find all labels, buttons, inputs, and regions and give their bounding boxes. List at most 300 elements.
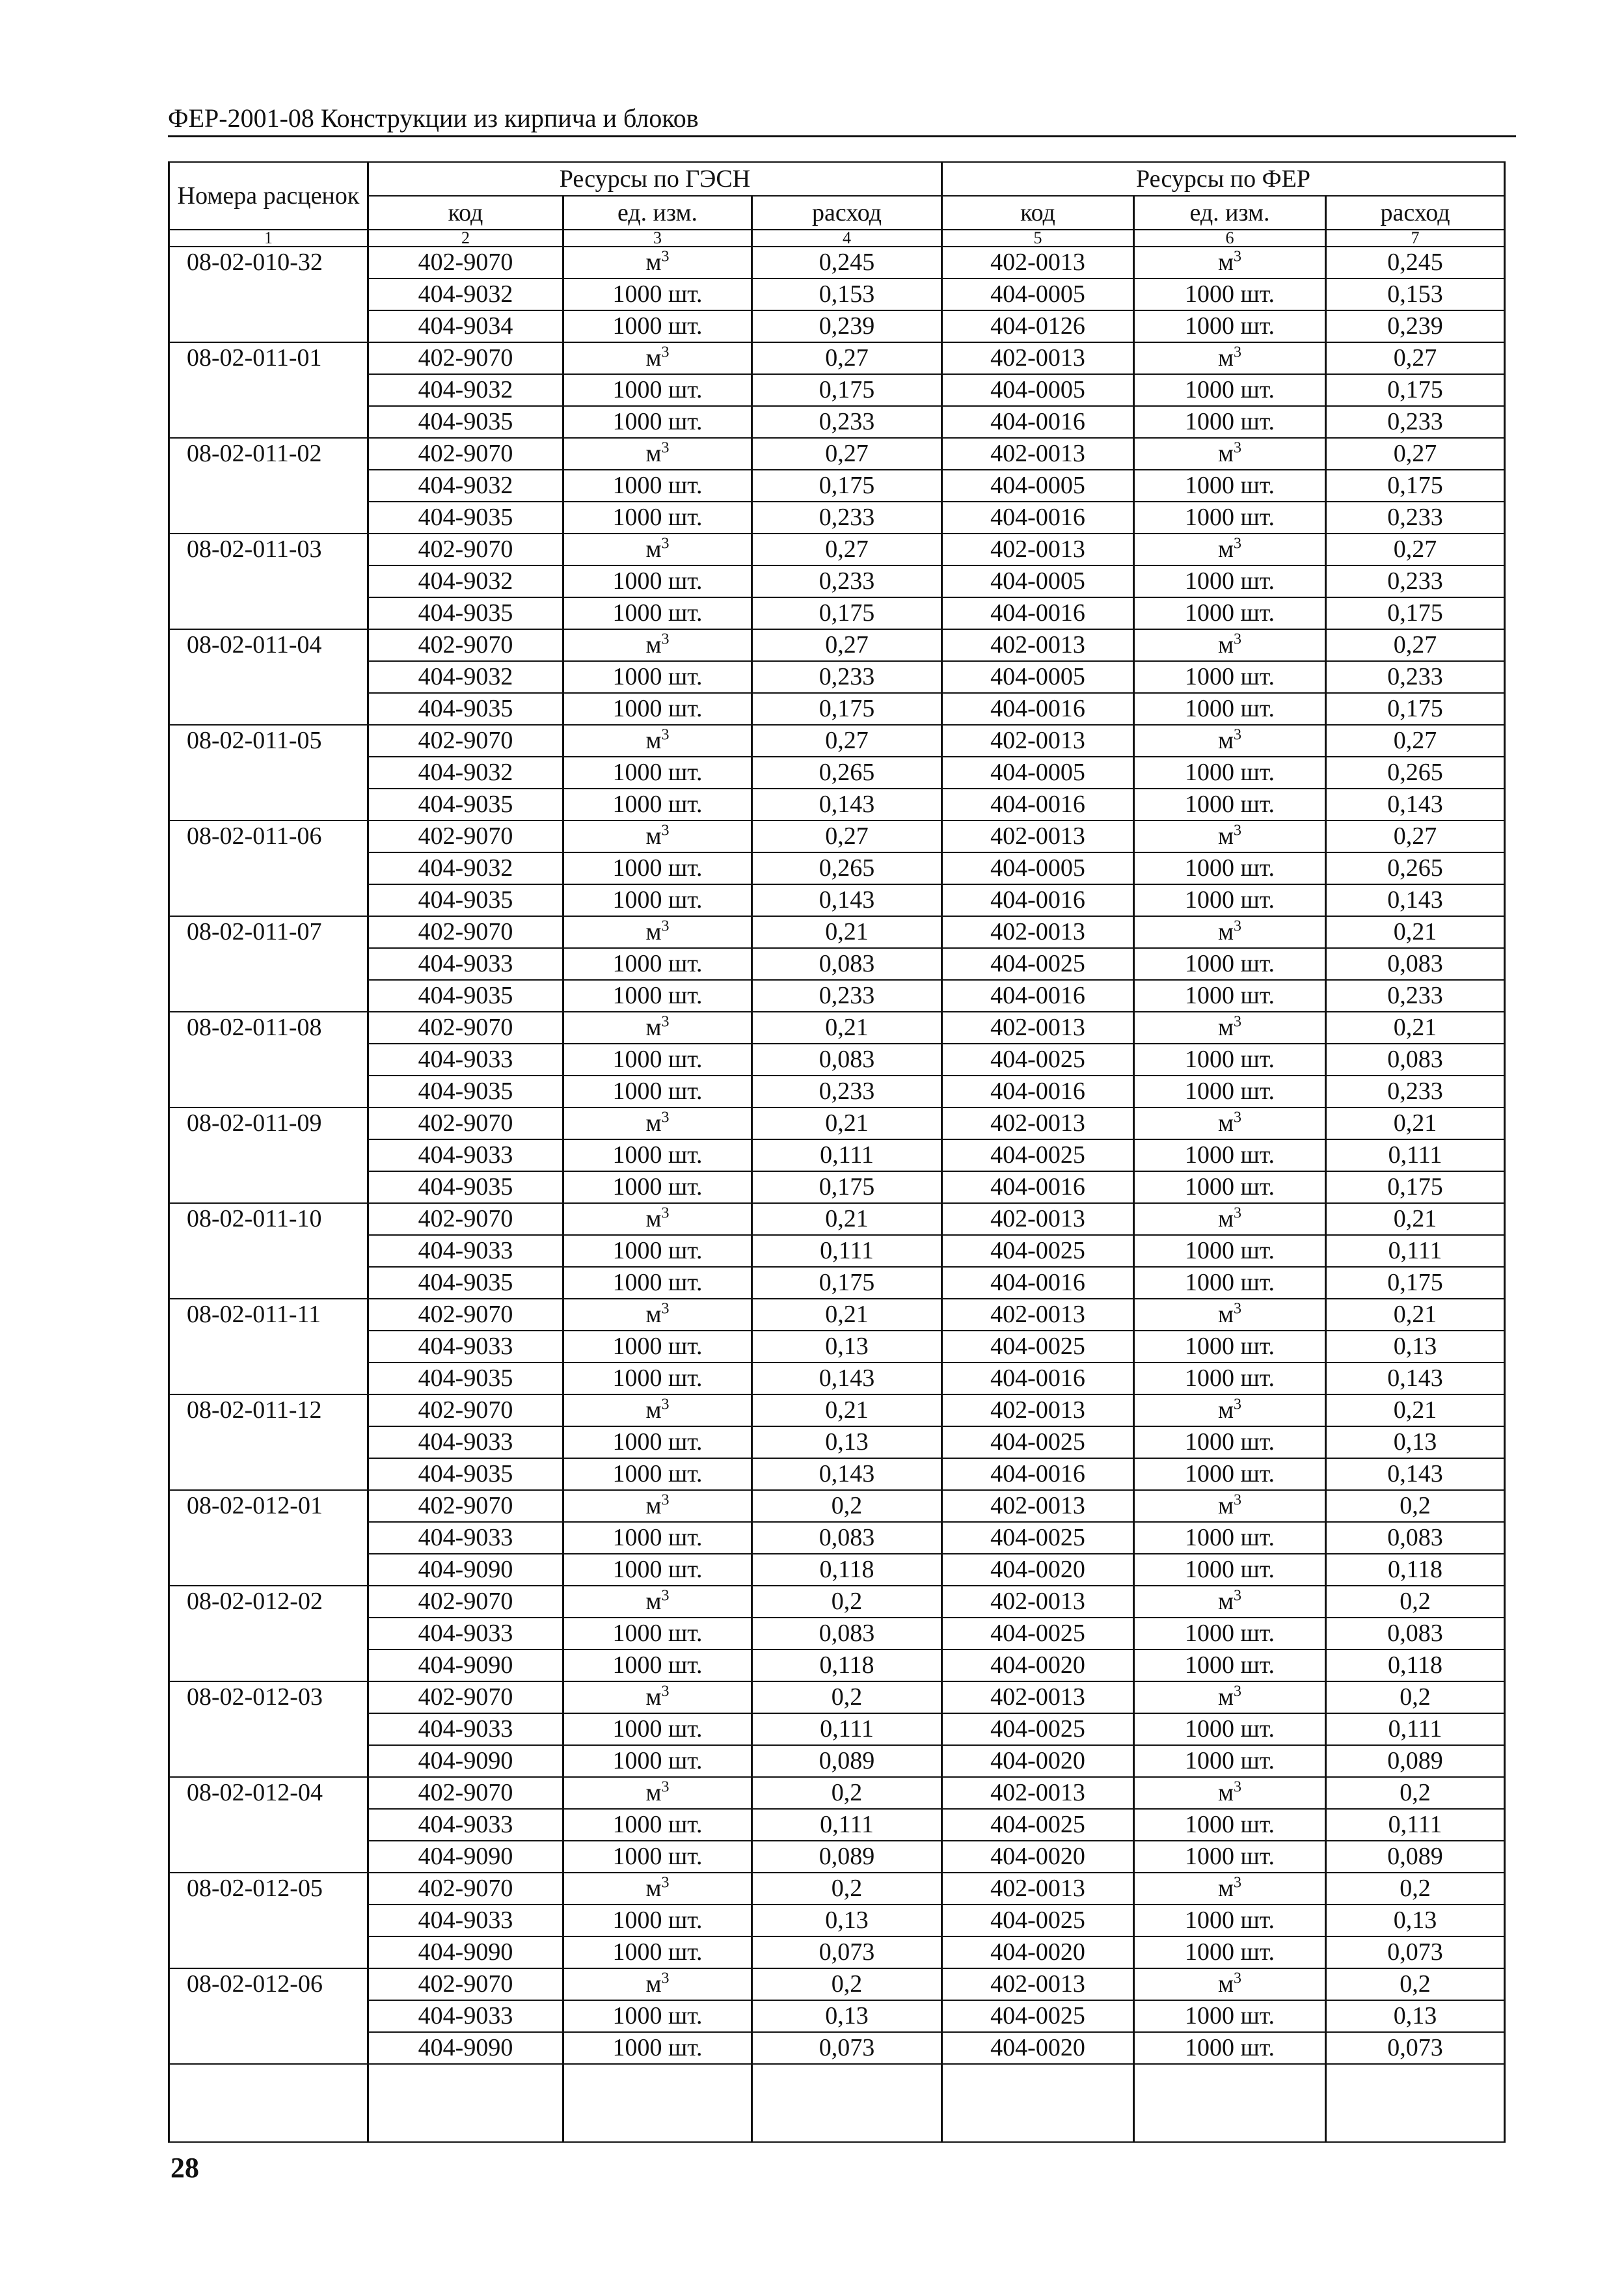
- fer-unit-cell: 1000 шт.: [1134, 1139, 1326, 1171]
- table-row: [169, 1586, 1505, 1618]
- gesn-unit-cell: 1000 шт.: [563, 1139, 752, 1171]
- fer-code-cell: 404-0025: [942, 1618, 1134, 1649]
- empty-cell: [1326, 2064, 1505, 2142]
- fer-unit-cell: 1000 шт.: [1134, 2032, 1326, 2064]
- gesn-unit-cell: 1000 шт.: [563, 374, 752, 406]
- fer-unit-cell: 1000 шт.: [1134, 980, 1326, 1012]
- fer-consumption-cell: 0,111: [1326, 1713, 1505, 1745]
- cubic-superscript: 3: [661, 631, 670, 648]
- gesn-unit-cell: $м^3$: [563, 1490, 752, 1522]
- gesn-unit-cell: $м^3$: [563, 342, 752, 374]
- fer-unit-cell: $м^3$: [1134, 1394, 1326, 1426]
- fer-consumption-cell: 0,153: [1326, 278, 1505, 310]
- empty-cell: [169, 2064, 368, 2142]
- rate-number-cell: 08-02-011-01: [169, 342, 368, 438]
- gesn-consumption-cell: 0,21: [752, 1299, 942, 1331]
- gesn-code-cell: 404-9033: [368, 2000, 563, 2032]
- fer-code-cell: 402-0013: [942, 1299, 1134, 1331]
- cubic-superscript: 3: [661, 1013, 670, 1031]
- fer-code-cell: 402-0013: [942, 1586, 1134, 1618]
- gesn-code-cell: 404-9035: [368, 1363, 563, 1394]
- rate-number-cell: 08-02-012-01: [169, 1490, 368, 1586]
- empty-cell: [563, 2064, 752, 2142]
- gesn-code-cell: 402-9070: [368, 1107, 563, 1139]
- fer-code-cell: 404-0025: [942, 1044, 1134, 1076]
- gesn-consumption-cell: 0,21: [752, 1203, 942, 1235]
- gesn-code-cell: 404-9033: [368, 1044, 563, 1076]
- cubic-superscript: 3: [1234, 631, 1242, 648]
- gesn-unit-cell: 1000 шт.: [563, 980, 752, 1012]
- rate-number-cell: 08-02-011-05: [169, 725, 368, 821]
- gesn-consumption-cell: 0,13: [752, 2000, 942, 2032]
- gesn-consumption-cell: 0,13: [752, 1426, 942, 1458]
- gesn-consumption-cell: 0,27: [752, 629, 942, 661]
- fer-code-cell: 404-0016: [942, 1171, 1134, 1203]
- fer-unit-cell: $м^3$: [1134, 1681, 1326, 1713]
- gesn-code-cell: 404-9032: [368, 661, 563, 693]
- rate-number-cell: 08-02-011-08: [169, 1012, 368, 1107]
- table-row: [169, 565, 1505, 597]
- fer-consumption-cell: 0,143: [1326, 1363, 1505, 1394]
- header-row-1: [169, 162, 1505, 196]
- gesn-consumption-cell: 0,265: [752, 852, 942, 884]
- fer-consumption-cell: 0,089: [1326, 1745, 1505, 1777]
- fer-consumption-cell: 0,2: [1326, 1968, 1505, 2000]
- gesn-consumption-cell: 0,175: [752, 470, 942, 502]
- gesn-code-cell: 404-9035: [368, 1458, 563, 1490]
- gesn-consumption-cell: 0,21: [752, 1012, 942, 1044]
- fer-code-cell: 404-0025: [942, 1235, 1134, 1267]
- cubic-superscript: 3: [1234, 1013, 1242, 1031]
- fer-consumption-cell: 0,239: [1326, 310, 1505, 342]
- cubic-superscript: 3: [661, 439, 670, 457]
- gesn-code-cell: 402-9070: [368, 629, 563, 661]
- gesn-unit-cell: $м^3$: [563, 1586, 752, 1618]
- fer-unit-cell: $м^3$: [1134, 438, 1326, 470]
- gesn-code-cell: 404-9090: [368, 1554, 563, 1586]
- gesn-unit-cell: 1000 шт.: [563, 597, 752, 629]
- gesn-code-cell: 404-9035: [368, 597, 563, 629]
- rate-number-cell: 08-02-012-06: [169, 1968, 368, 2064]
- fer-consumption-cell: 0,143: [1326, 1458, 1505, 1490]
- gesn-header: Ресурсы по ГЭСН: [368, 162, 942, 196]
- fer-unit-cell: 1000 шт.: [1134, 406, 1326, 438]
- fer-unit-cell: 1000 шт.: [1134, 661, 1326, 693]
- fer-unit-cell: $м^3$: [1134, 1968, 1326, 2000]
- gesn-code-cell: 402-9070: [368, 1586, 563, 1618]
- gesn-code-cell: 404-9033: [368, 1235, 563, 1267]
- gesn-code-cell: 404-9032: [368, 757, 563, 789]
- fer-code-cell: 404-0016: [942, 693, 1134, 725]
- table-row: [169, 1012, 1505, 1044]
- fer-unit-cell: $м^3$: [1134, 534, 1326, 565]
- gesn-unit-cell: $м^3$: [563, 1012, 752, 1044]
- gesn-consumption-cell: 0,2: [752, 1490, 942, 1522]
- gesn-code-cell: 404-9033: [368, 1713, 563, 1745]
- fer-unit-cell: 1000 шт.: [1134, 597, 1326, 629]
- gesn-consumption-cell: 0,175: [752, 1171, 942, 1203]
- fer-code-cell: 404-0025: [942, 2000, 1134, 2032]
- gesn-unit-cell: 1000 шт.: [563, 1044, 752, 1076]
- cubic-superscript: 3: [661, 344, 670, 361]
- gesn-unit-cell: 1000 шт.: [563, 1522, 752, 1554]
- gesn-unit-cell: 1000 шт.: [563, 1363, 752, 1394]
- fer-unit-cell: 1000 шт.: [1134, 278, 1326, 310]
- fer-code-cell: 402-0013: [942, 1968, 1134, 2000]
- gesn-consumption-cell: 0,233: [752, 1076, 942, 1107]
- table-row: [169, 1681, 1505, 1713]
- gesn-unit-cell: 1000 шт.: [563, 1458, 752, 1490]
- cubic-superscript: 3: [661, 1204, 670, 1222]
- fer-consumption-cell: 0,175: [1326, 374, 1505, 406]
- fer-code-cell: 404-0020: [942, 1649, 1134, 1681]
- fer-code-cell: 404-0016: [942, 597, 1134, 629]
- fer-code-cell: 402-0013: [942, 342, 1134, 374]
- gesn-code-cell: 404-9035: [368, 980, 563, 1012]
- cubic-superscript: 3: [1234, 917, 1242, 935]
- fer-code-cell: 402-0013: [942, 821, 1134, 852]
- gesn-unit-cell: 1000 шт.: [563, 1267, 752, 1299]
- fer-code-cell: 402-0013: [942, 1107, 1134, 1139]
- gesn-code-cell: 404-9033: [368, 1905, 563, 1936]
- gesn-consumption-cell: 0,111: [752, 1235, 942, 1267]
- rate-number-cell: 08-02-011-12: [169, 1394, 368, 1490]
- table-row: [169, 1841, 1505, 1873]
- gesn-consumption-cell: 0,175: [752, 693, 942, 725]
- fer-code-cell: 404-0016: [942, 980, 1134, 1012]
- table-row: [169, 1554, 1505, 1586]
- fer-unit-cell: $м^3$: [1134, 1012, 1326, 1044]
- gesn-unit-cell: 1000 шт.: [563, 693, 752, 725]
- fer-code-cell: 404-0126: [942, 310, 1134, 342]
- fer-code-cell: 402-0013: [942, 725, 1134, 757]
- table-row: [169, 310, 1505, 342]
- fer-code-cell: 402-0013: [942, 629, 1134, 661]
- gesn-unit-cell: $м^3$: [563, 1777, 752, 1809]
- fer-code-header: код: [942, 196, 1134, 230]
- cubic-superscript: 3: [1234, 1396, 1242, 1413]
- empty-cell: [1134, 2064, 1326, 2142]
- fer-unit-cell: 1000 шт.: [1134, 693, 1326, 725]
- gesn-code-cell: 402-9070: [368, 916, 563, 948]
- gesn-code-header: код: [368, 196, 563, 230]
- gesn-consumption-cell: 0,143: [752, 1363, 942, 1394]
- fer-consumption-cell: 0,073: [1326, 2032, 1505, 2064]
- table-row: [169, 1458, 1505, 1490]
- column-number: 6: [1134, 230, 1326, 247]
- table-row: [169, 342, 1505, 374]
- gesn-consumption-cell: 0,118: [752, 1554, 942, 1586]
- column-number: 1: [169, 230, 368, 247]
- fer-unit-cell: 1000 шт.: [1134, 310, 1326, 342]
- fer-code-cell: 404-0005: [942, 661, 1134, 693]
- gesn-unit-cell: 1000 шт.: [563, 789, 752, 821]
- fer-unit-cell: 1000 шт.: [1134, 884, 1326, 916]
- gesn-unit-cell: 1000 шт.: [563, 661, 752, 693]
- fer-unit-cell: 1000 шт.: [1134, 1426, 1326, 1458]
- gesn-unit-cell: $м^3$: [563, 1299, 752, 1331]
- fer-unit-cell: 1000 шт.: [1134, 1363, 1326, 1394]
- gesn-consumption-cell: 0,27: [752, 821, 942, 852]
- column-number: 5: [942, 230, 1134, 247]
- table-row: [169, 1649, 1505, 1681]
- fer-consumption-cell: 0,13: [1326, 1426, 1505, 1458]
- table-row: [169, 757, 1505, 789]
- fer-unit-cell: $м^3$: [1134, 1873, 1326, 1905]
- fer-unit-cell: 1000 шт.: [1134, 470, 1326, 502]
- cubic-superscript: 3: [1234, 1204, 1242, 1222]
- gesn-unit-cell: 1000 шт.: [563, 1905, 752, 1936]
- fer-code-cell: 402-0013: [942, 1681, 1134, 1713]
- gesn-unit-cell: $м^3$: [563, 1681, 752, 1713]
- gesn-consumption-cell: 0,175: [752, 597, 942, 629]
- table-row: [169, 1363, 1505, 1394]
- gesn-consumption-cell: 0,233: [752, 980, 942, 1012]
- gesn-code-cell: 402-9070: [368, 1873, 563, 1905]
- fer-code-cell: 404-0005: [942, 757, 1134, 789]
- table-row: [169, 406, 1505, 438]
- gesn-code-cell: 404-9035: [368, 789, 563, 821]
- gesn-code-cell: 404-9032: [368, 565, 563, 597]
- fer-unit-cell: 1000 шт.: [1134, 948, 1326, 980]
- fer-consumption-cell: 0,21: [1326, 1299, 1505, 1331]
- gesn-consumption-cell: 0,089: [752, 1841, 942, 1873]
- fer-unit-cell: 1000 шт.: [1134, 1458, 1326, 1490]
- fer-unit-cell: $м^3$: [1134, 916, 1326, 948]
- gesn-unit-cell: 1000 шт.: [563, 1171, 752, 1203]
- gesn-unit-cell: $м^3$: [563, 821, 752, 852]
- gesn-code-cell: 402-9070: [368, 1299, 563, 1331]
- table-row: [169, 2000, 1505, 2032]
- fer-unit-cell: 1000 шт.: [1134, 1809, 1326, 1841]
- fer-code-cell: 402-0013: [942, 534, 1134, 565]
- fer-consumption-cell: 0,111: [1326, 1809, 1505, 1841]
- gesn-unit-cell: 1000 шт.: [563, 1554, 752, 1586]
- fer-unit-cell: 1000 шт.: [1134, 1713, 1326, 1745]
- fer-unit-cell: $м^3$: [1134, 1490, 1326, 1522]
- fer-unit-cell: 1000 шт.: [1134, 852, 1326, 884]
- table-row: [169, 1713, 1505, 1745]
- fer-unit-cell: 1000 шт.: [1134, 1522, 1326, 1554]
- fer-code-cell: 402-0013: [942, 438, 1134, 470]
- fer-consumption-cell: 0,143: [1326, 789, 1505, 821]
- column-number: 2: [368, 230, 563, 247]
- gesn-code-cell: 404-9035: [368, 884, 563, 916]
- gesn-code-cell: 404-9035: [368, 1171, 563, 1203]
- gesn-consumption-cell: 0,21: [752, 916, 942, 948]
- fer-code-cell: 404-0025: [942, 1331, 1134, 1363]
- fer-unit-cell: 1000 шт.: [1134, 374, 1326, 406]
- gesn-unit-cell: $м^3$: [563, 1394, 752, 1426]
- gesn-code-cell: 402-9070: [368, 725, 563, 757]
- fer-consumption-cell: 0,21: [1326, 1394, 1505, 1426]
- gesn-consumption-cell: 0,118: [752, 1649, 942, 1681]
- fer-unit-cell: $м^3$: [1134, 342, 1326, 374]
- table-row: [169, 1873, 1505, 1905]
- table-row: [169, 1777, 1505, 1809]
- gesn-unit-cell: 1000 шт.: [563, 310, 752, 342]
- table-row: [169, 1809, 1505, 1841]
- gesn-consumption-cell: 0,233: [752, 661, 942, 693]
- fer-unit-cell: $м^3$: [1134, 725, 1326, 757]
- empty-cell: [368, 2064, 563, 2142]
- gesn-code-cell: 404-9033: [368, 1139, 563, 1171]
- fer-unit-cell: 1000 шт.: [1134, 1905, 1326, 1936]
- rate-number-cell: 08-02-011-04: [169, 629, 368, 725]
- rate-number-cell: 08-02-012-03: [169, 1681, 368, 1777]
- gesn-unit-cell: 1000 шт.: [563, 1618, 752, 1649]
- gesn-consumption-cell: 0,175: [752, 1267, 942, 1299]
- table-row: [169, 1905, 1505, 1936]
- fer-code-cell: 404-0005: [942, 470, 1134, 502]
- cubic-superscript: 3: [661, 1587, 670, 1605]
- fer-code-cell: 402-0013: [942, 1873, 1134, 1905]
- table-row: [169, 374, 1505, 406]
- gesn-code-cell: 402-9070: [368, 1968, 563, 2000]
- gesn-code-cell: 404-9033: [368, 1809, 563, 1841]
- rate-number-cell: 08-02-012-02: [169, 1586, 368, 1681]
- gesn-unit-cell: 1000 шт.: [563, 884, 752, 916]
- fer-consumption-cell: 0,2: [1326, 1586, 1505, 1618]
- table-row: [169, 438, 1505, 470]
- fer-consumption-cell: 0,2: [1326, 1490, 1505, 1522]
- fer-consumption-header: расход: [1326, 196, 1505, 230]
- gesn-code-cell: 404-9035: [368, 693, 563, 725]
- header-divider: [168, 135, 1516, 137]
- cubic-superscript: 3: [661, 1970, 670, 1987]
- cubic-superscript: 3: [1234, 535, 1242, 552]
- table-row: [169, 1394, 1505, 1426]
- gesn-consumption-cell: 0,21: [752, 1107, 942, 1139]
- fer-consumption-cell: 0,21: [1326, 1012, 1505, 1044]
- fer-consumption-cell: 0,13: [1326, 1331, 1505, 1363]
- fer-unit-cell: 1000 шт.: [1134, 1267, 1326, 1299]
- fer-code-cell: 402-0013: [942, 1777, 1134, 1809]
- fer-consumption-cell: 0,2: [1326, 1681, 1505, 1713]
- gesn-code-cell: 402-9070: [368, 342, 563, 374]
- fer-consumption-cell: 0,233: [1326, 980, 1505, 1012]
- fer-consumption-cell: 0,083: [1326, 948, 1505, 980]
- fer-consumption-cell: 0,245: [1326, 247, 1505, 278]
- rate-number-cell: 08-02-011-07: [169, 916, 368, 1012]
- fer-unit-cell: 1000 шт.: [1134, 1171, 1326, 1203]
- gesn-consumption-cell: 0,27: [752, 725, 942, 757]
- fer-consumption-cell: 0,21: [1326, 1203, 1505, 1235]
- gesn-consumption-cell: 0,2: [752, 1873, 942, 1905]
- fer-consumption-cell: 0,27: [1326, 725, 1505, 757]
- cubic-superscript: 3: [1234, 1587, 1242, 1605]
- fer-unit-cell: $м^3$: [1134, 1299, 1326, 1331]
- cubic-superscript: 3: [1234, 1683, 1242, 1700]
- fer-code-cell: 402-0013: [942, 1203, 1134, 1235]
- table-row: [169, 980, 1505, 1012]
- gesn-code-cell: 404-9033: [368, 1618, 563, 1649]
- gesn-consumption-cell: 0,083: [752, 1044, 942, 1076]
- fer-code-cell: 404-0020: [942, 2032, 1134, 2064]
- fer-code-cell: 404-0020: [942, 1554, 1134, 1586]
- fer-code-cell: 404-0016: [942, 406, 1134, 438]
- gesn-code-cell: 402-9070: [368, 1394, 563, 1426]
- rate-number-cell: 08-02-011-11: [169, 1299, 368, 1394]
- gesn-code-cell: 404-9035: [368, 1076, 563, 1107]
- cubic-superscript: 3: [1234, 1778, 1242, 1796]
- fer-consumption-cell: 0,233: [1326, 1076, 1505, 1107]
- column-number-row: [169, 230, 1505, 247]
- gesn-unit-cell: 1000 шт.: [563, 1235, 752, 1267]
- fer-consumption-cell: 0,111: [1326, 1139, 1505, 1171]
- table-row: [169, 1044, 1505, 1076]
- gesn-unit-header: ед. изм.: [563, 196, 752, 230]
- cubic-superscript: 3: [1234, 726, 1242, 744]
- gesn-unit-cell: $м^3$: [563, 1107, 752, 1139]
- cubic-superscript: 3: [661, 822, 670, 839]
- fer-unit-cell: 1000 шт.: [1134, 1331, 1326, 1363]
- gesn-consumption-cell: 0,13: [752, 1331, 942, 1363]
- gesn-unit-cell: $м^3$: [563, 1873, 752, 1905]
- table-row: [169, 1171, 1505, 1203]
- fer-unit-cell: $м^3$: [1134, 821, 1326, 852]
- fer-code-cell: 404-0025: [942, 948, 1134, 980]
- gesn-code-cell: 404-9033: [368, 1331, 563, 1363]
- gesn-consumption-cell: 0,245: [752, 247, 942, 278]
- gesn-unit-cell: $м^3$: [563, 247, 752, 278]
- table-row: [169, 470, 1505, 502]
- fer-consumption-cell: 0,118: [1326, 1649, 1505, 1681]
- table-row: [169, 884, 1505, 916]
- gesn-unit-cell: 1000 шт.: [563, 1331, 752, 1363]
- gesn-unit-cell: 1000 шт.: [563, 1936, 752, 1968]
- table-row: [169, 1267, 1505, 1299]
- rate-number-cell: 08-02-010-32: [169, 247, 368, 342]
- rate-number-cell: 08-02-011-10: [169, 1203, 368, 1299]
- cubic-superscript: 3: [1234, 1970, 1242, 1987]
- gesn-consumption-cell: 0,083: [752, 1522, 942, 1554]
- fer-consumption-cell: 0,233: [1326, 661, 1505, 693]
- cubic-superscript: 3: [661, 248, 670, 265]
- gesn-consumption-cell: 0,2: [752, 1777, 942, 1809]
- fer-unit-cell: $м^3$: [1134, 629, 1326, 661]
- table-row: [169, 597, 1505, 629]
- gesn-unit-cell: $м^3$: [563, 916, 752, 948]
- gesn-consumption-cell: 0,2: [752, 1586, 942, 1618]
- gesn-unit-cell: 1000 шт.: [563, 852, 752, 884]
- gesn-consumption-cell: 0,233: [752, 406, 942, 438]
- gesn-unit-cell: 1000 шт.: [563, 2000, 752, 2032]
- fer-code-cell: 404-0020: [942, 1936, 1134, 1968]
- rate-number-cell: 08-02-011-02: [169, 438, 368, 534]
- cubic-superscript: 3: [1234, 439, 1242, 457]
- fer-code-cell: 404-0025: [942, 1426, 1134, 1458]
- fer-unit-cell: 1000 шт.: [1134, 1235, 1326, 1267]
- fer-consumption-cell: 0,089: [1326, 1841, 1505, 1873]
- gesn-unit-cell: 1000 шт.: [563, 1649, 752, 1681]
- fer-consumption-cell: 0,175: [1326, 470, 1505, 502]
- gesn-consumption-cell: 0,153: [752, 278, 942, 310]
- gesn-unit-cell: 1000 шт.: [563, 278, 752, 310]
- gesn-code-cell: 404-9033: [368, 1522, 563, 1554]
- gesn-consumption-cell: 0,27: [752, 342, 942, 374]
- table-row: [169, 1331, 1505, 1363]
- empty-filler-row: [169, 2064, 1505, 2142]
- gesn-consumption-cell: 0,111: [752, 1713, 942, 1745]
- gesn-code-cell: 402-9070: [368, 438, 563, 470]
- gesn-code-cell: 404-9090: [368, 2032, 563, 2064]
- gesn-code-cell: 404-9090: [368, 1649, 563, 1681]
- fer-consumption-cell: 0,2: [1326, 1777, 1505, 1809]
- fer-code-cell: 404-0025: [942, 1522, 1134, 1554]
- gesn-consumption-cell: 0,27: [752, 438, 942, 470]
- fer-consumption-cell: 0,27: [1326, 534, 1505, 565]
